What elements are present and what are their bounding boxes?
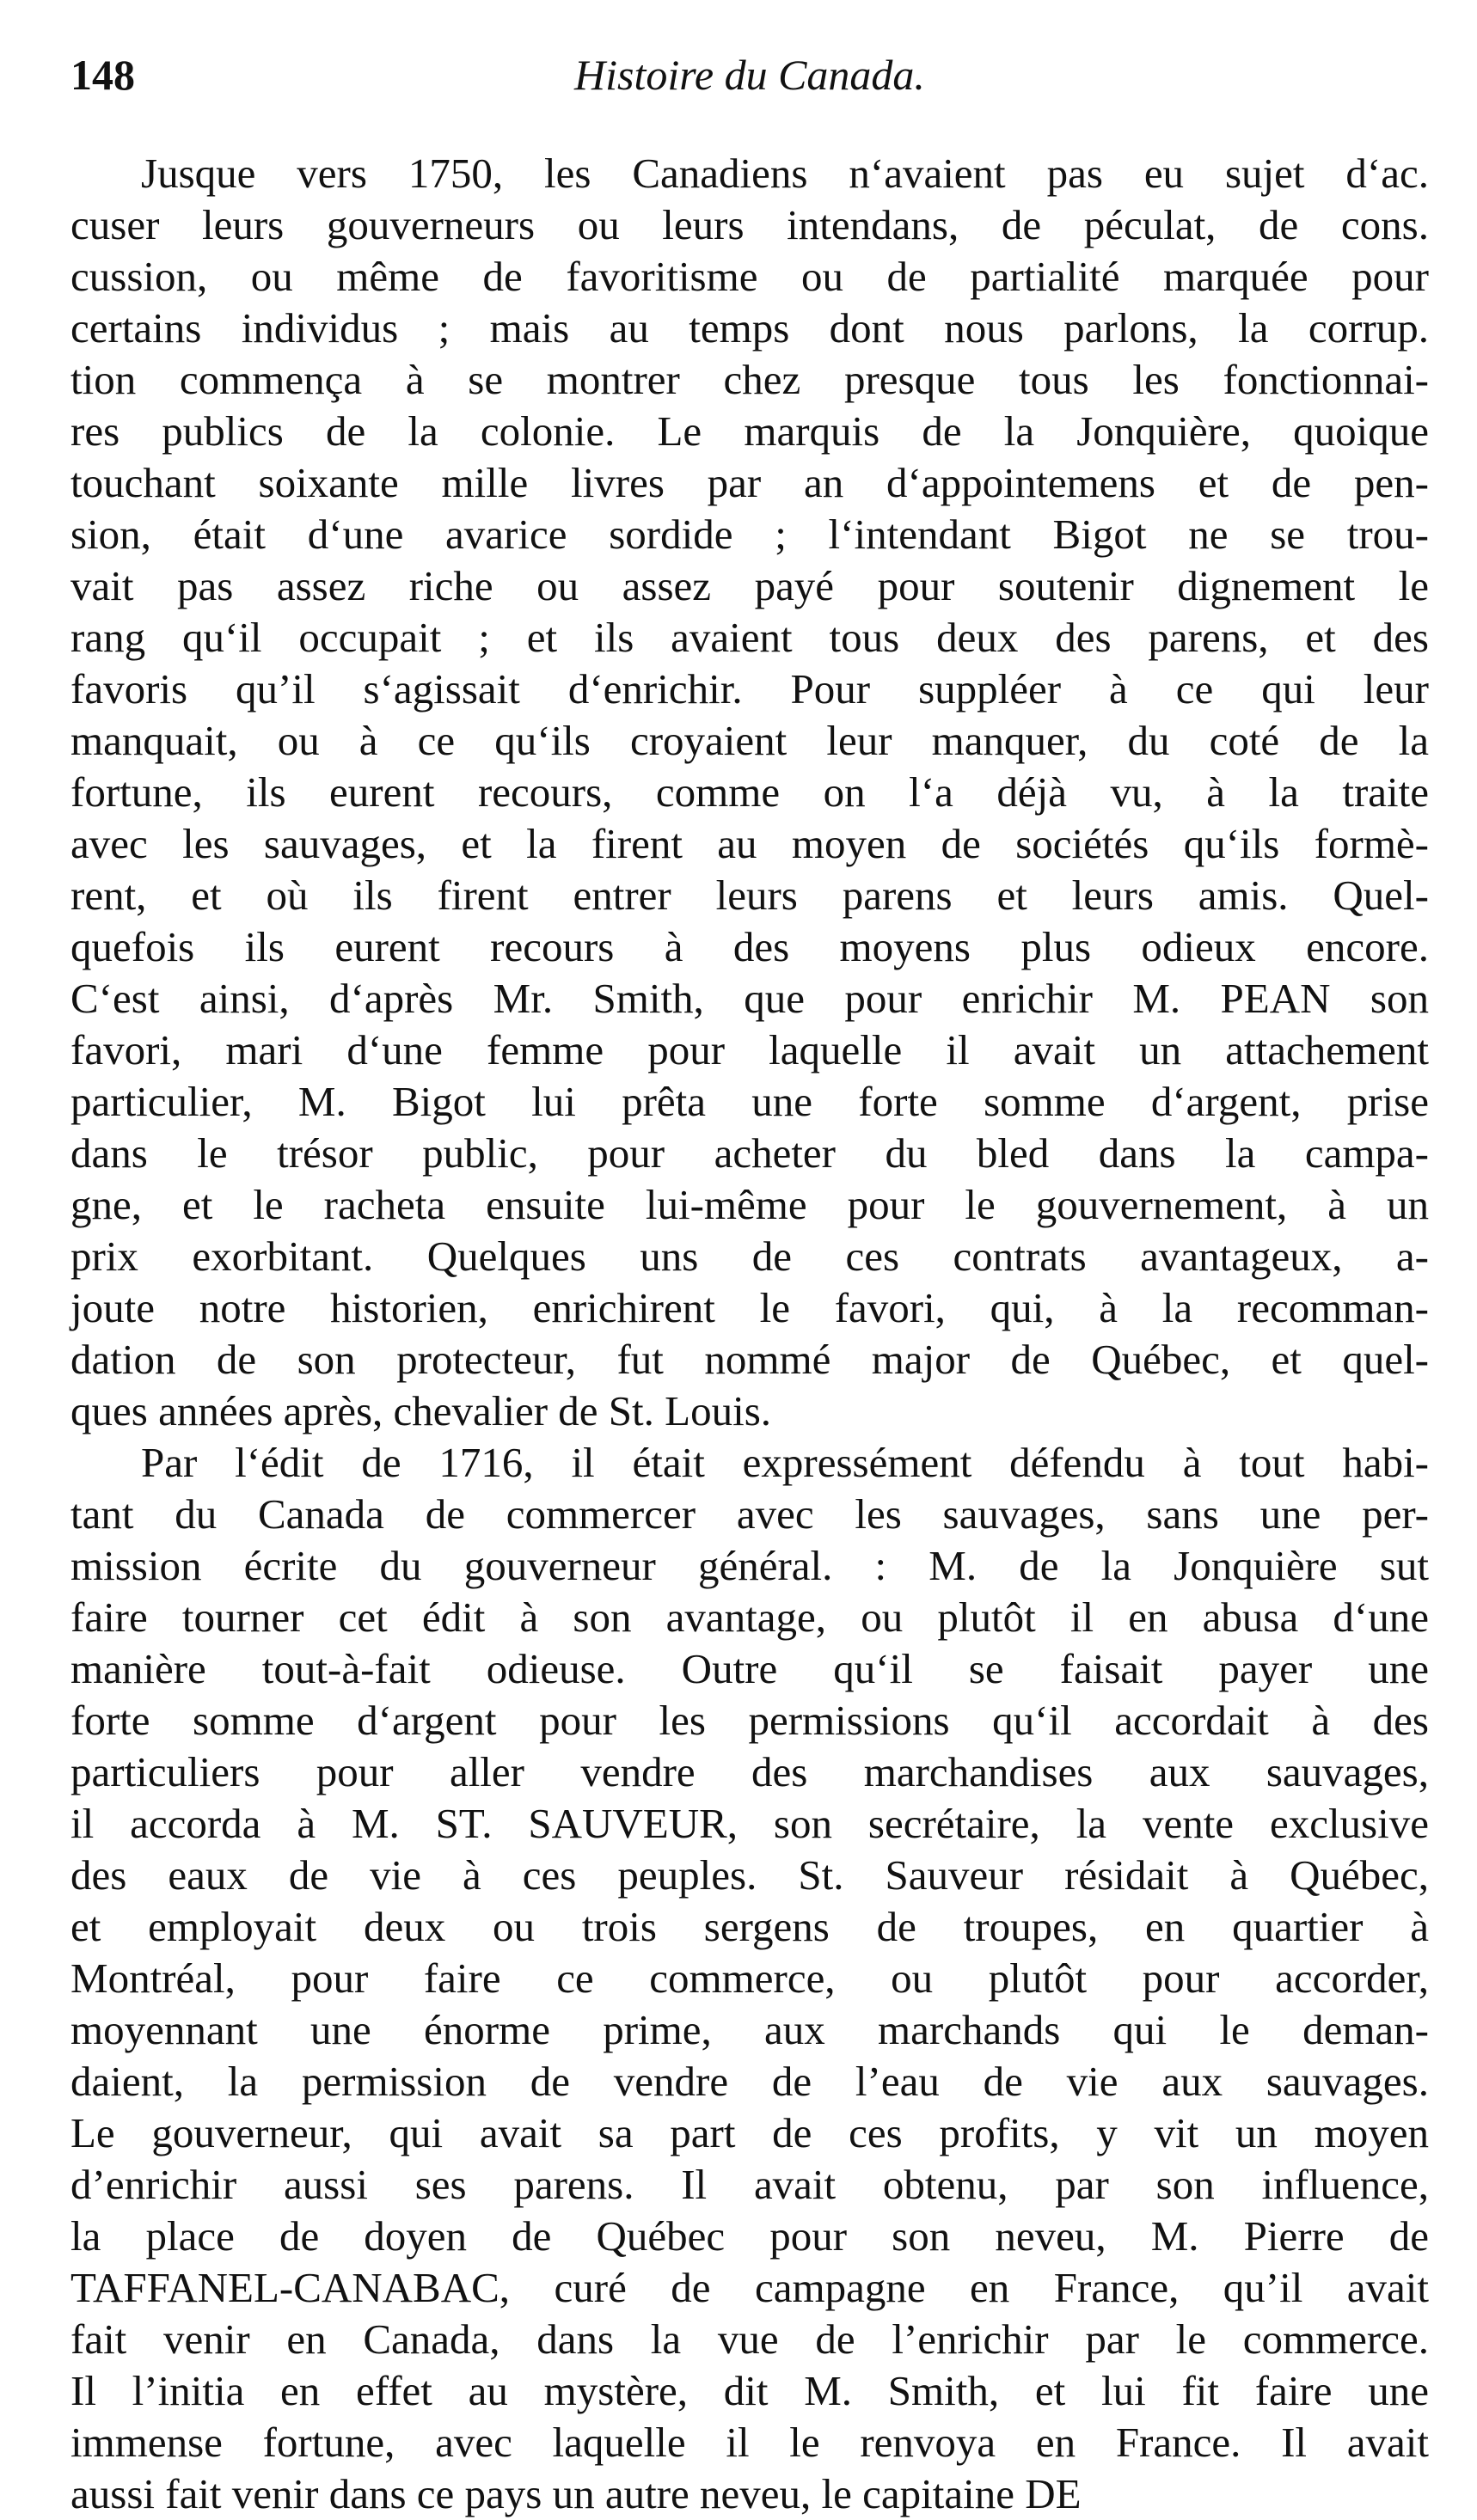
text-line: tant du Canada de commercer avec les sauvages, sans une per- xyxy=(70,1490,1429,1538)
text-line: avec les sauvages, et la firent au moyen de sociétés qu‘ils formè- xyxy=(70,820,1429,867)
text-line: la place de doyen de Québec pour son neveu, M. Pierre de xyxy=(70,2212,1429,2260)
text-line: touchant soixante mille livres par an d‘appointemens et de pen- xyxy=(70,459,1429,506)
text-line: manquait, ou à ce qu‘ils croyaient leur manquer, du coté de la xyxy=(70,717,1429,764)
text-line: favori, mari d‘une femme pour laquelle il avait un attachement xyxy=(70,1026,1429,1073)
text-line: particulier, M. Bigot lui prêta une forte somme d‘argent, prise xyxy=(70,1078,1429,1125)
text-line: daient, la permission de vendre de l’eau de vie aux sauvages. xyxy=(70,2058,1429,2105)
text-line: res publics de la colonie. Le marquis de la Jonquière, quoique xyxy=(70,407,1429,455)
text-line: Montréal, pour faire ce commerce, ou plutôt pour accorder, xyxy=(70,1954,1429,2002)
text-line: vait pas assez riche ou assez payé pour soutenir dignement le xyxy=(70,562,1429,609)
text-line: fait venir en Canada, dans la vue de l’enrichir par le commerce. xyxy=(70,2315,1429,2363)
page-number: 148 xyxy=(70,51,135,99)
text-line: sion, était d‘une avarice sordide ; l‘intendant Bigot ne se trou- xyxy=(70,511,1429,558)
text-line: quefois ils eurent recours à des moyens plus odieux encore. xyxy=(70,923,1429,970)
running-head xyxy=(70,50,1429,110)
text-line: et employait deux ou trois sergens de troupes, en quartier à xyxy=(70,1903,1429,1950)
text-line: ques années après, chevalier de St. Louis. xyxy=(70,1387,772,1434)
text-line: immense fortune, avec laquelle il le renvoya en France. Il avait xyxy=(70,2419,1429,2466)
book-page xyxy=(70,50,1429,2517)
text-line: aussi fait venir dans ce pays un autre neveu, le capitaine DE xyxy=(70,2470,1082,2517)
running-title: Histoire du Canada. xyxy=(574,51,925,99)
text-line: dation de son protecteur, fut nommé major de Québec, et quel- xyxy=(70,1336,1429,1383)
text-line: tion commença à se montrer chez presque tous les fonctionnai- xyxy=(70,356,1429,403)
text-line: particuliers pour aller vendre des marchandises aux sauvages, xyxy=(70,1748,1429,1795)
text-line: mission écrite du gouverneur général. : M. de la Jonquière sut xyxy=(70,1542,1429,1589)
text-line: manière tout-à-fait odieuse. Outre qu‘il se faisait payer une xyxy=(70,1645,1429,1692)
text-line: certains individus ; mais au temps dont nous parlons, la corrup. xyxy=(70,304,1429,352)
paragraph xyxy=(70,148,1429,1437)
text-line: rent, et où ils firent entrer leurs parens et leurs amis. Quel- xyxy=(70,872,1429,919)
text-line: gne, et le racheta ensuite lui-même pour le gouvernement, à un xyxy=(70,1181,1429,1228)
text-line: prix exorbitant. Quelques uns de ces contrats avantageux, a- xyxy=(70,1232,1429,1280)
text-line: moyennant une énorme prime, aux marchands qui le deman- xyxy=(70,2006,1429,2053)
body-text xyxy=(70,148,1429,2520)
text-line: Le gouverneur, qui avait sa part de ces profits, y vit un moyen xyxy=(70,2109,1429,2156)
text-line: rang qu‘il occupait ; et ils avaient tous deux des parens, et des xyxy=(70,614,1429,661)
text-line: cuser leurs gouverneurs ou leurs intendans, de péculat, de cons. xyxy=(70,201,1429,248)
text-line: Jusque vers 1750, les Canadiens n‘avaient pas eu sujet d‘ac. xyxy=(141,150,1429,197)
text-line: d’enrichir aussi ses parens. Il avait obtenu, par son influence, xyxy=(70,2161,1429,2208)
text-line: joute notre historien, enrichirent le favori, qui, à la recomman- xyxy=(70,1284,1429,1331)
text-line: favoris qu’il s‘agissait d‘enrichir. Pour suppléer à ce qui leur xyxy=(70,665,1429,713)
text-line: Par l‘édit de 1716, il était expressément défendu à tout habi- xyxy=(141,1439,1429,1486)
text-line: TAFFANEL-CANABAC, curé de campagne en France, qu’il avait xyxy=(70,2264,1429,2311)
text-line: faire tourner cet édit à son avantage, ou plutôt il en abusa d‘une xyxy=(70,1593,1429,1641)
text-line: fortune, ils eurent recours, comme on l‘a déjà vu, à la traite xyxy=(70,768,1429,816)
text-line: Il l’initia en effet au mystère, dit M. Smith, et lui fit faire une xyxy=(70,2367,1429,2414)
text-line: forte somme d‘argent pour les permissions qu‘il accordait à des xyxy=(70,1697,1429,1744)
text-line: des eaux de vie à ces peuples. St. Sauveur résidait à Québec, xyxy=(70,1851,1429,1899)
paragraph xyxy=(70,1437,1429,2520)
text-line: cussion, ou même de favoritisme ou de partialité marquée pour xyxy=(70,253,1429,300)
text-line: C‘est ainsi, d‘après Mr. Smith, que pour enrichir M. PEAN son xyxy=(70,975,1429,1022)
text-line: il accorda à M. ST. SAUVEUR, son secrétaire, la vente exclusive xyxy=(70,1800,1429,1847)
text-line: dans le trésor public, pour acheter du bled dans la campa- xyxy=(70,1129,1429,1177)
